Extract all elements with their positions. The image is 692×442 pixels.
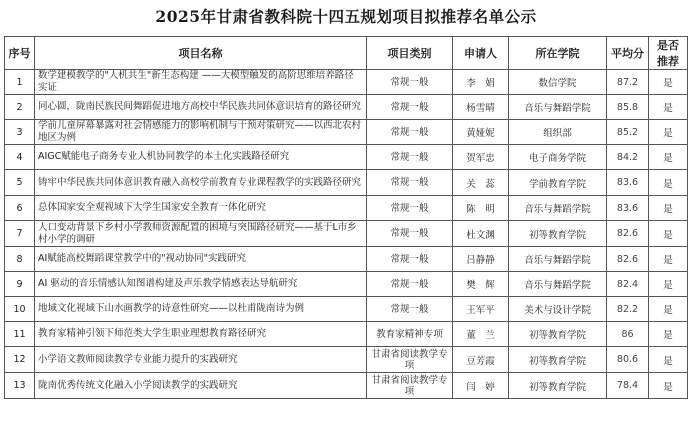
cell-college: 音乐与舞蹈学院 <box>509 272 607 297</box>
cell-college: 美术与设计学院 <box>509 297 607 322</box>
cell-project: AI 驱动的音乐情感认知图谱构建及声乐教学情感表达导航研究 <box>35 272 367 297</box>
cell-index: 4 <box>5 145 35 170</box>
cell-project: 人口变动背景下乡村小学教师资源配置的困境与突围路径研究——基于L市乡村小学的调研 <box>35 221 367 247</box>
cell-college: 初等教育学院 <box>509 373 607 399</box>
cell-college: 初等教育学院 <box>509 347 607 373</box>
cell-applicant: 贺军忠 <box>453 145 509 170</box>
cell-index: 2 <box>5 95 35 120</box>
cell-recommend: 是 <box>649 347 688 373</box>
document-title: 2025年甘肃省教科院十四五规划项目拟推荐名单公示 <box>155 7 537 26</box>
cell-recommend: 是 <box>649 247 688 272</box>
cell-college: 初等教育学院 <box>509 221 607 247</box>
table-row <box>5 247 688 272</box>
table-row <box>5 145 688 170</box>
cell-index: 6 <box>5 196 35 221</box>
cell-index: 13 <box>5 373 35 399</box>
table-row <box>5 221 688 247</box>
table-row <box>5 170 688 196</box>
cell-index: 10 <box>5 297 35 322</box>
cell-project: 教育家精神引领下师范类大学生职业理想教育路径研究 <box>35 322 367 347</box>
cell-score: 83.6 <box>607 196 649 221</box>
cell-type: 常规一般 <box>367 95 453 120</box>
cell-type: 常规一般 <box>367 247 453 272</box>
cell-project: 地域文化视域下山水画教学的诗意性研究——以杜甫陇南诗为例 <box>35 297 367 322</box>
cell-project: 陇南优秀传统文化融入小学阅读教学的实践研究 <box>35 373 367 399</box>
cell-score: 87.2 <box>607 70 649 95</box>
cell-college: 音乐与舞蹈学院 <box>509 247 607 272</box>
cell-score: 82.4 <box>607 272 649 297</box>
cell-applicant: 王军平 <box>453 297 509 322</box>
header-index: 序号 <box>5 37 35 70</box>
table-row <box>5 196 688 221</box>
cell-type: 常规一般 <box>367 196 453 221</box>
table-row <box>5 373 688 399</box>
table-row <box>5 272 688 297</box>
header-applicant: 申请人 <box>453 37 509 70</box>
cell-type: 常规一般 <box>367 272 453 297</box>
cell-score: 80.6 <box>607 347 649 373</box>
recommendation-table <box>4 36 688 399</box>
cell-applicant: 董 兰 <box>453 322 509 347</box>
cell-index: 11 <box>5 322 35 347</box>
cell-type: 常规一般 <box>367 120 453 145</box>
cell-type: 常规一般 <box>367 297 453 322</box>
cell-recommend: 是 <box>649 170 688 196</box>
cell-type: 常规一般 <box>367 170 453 196</box>
cell-project: 总体国家安全观视域下大学生国家安全教育一体化研究 <box>35 196 367 221</box>
table-row <box>5 322 688 347</box>
cell-index: 12 <box>5 347 35 373</box>
cell-applicant: 樊 辉 <box>453 272 509 297</box>
cell-college: 初等教育学院 <box>509 322 607 347</box>
cell-college: 学前教育学院 <box>509 170 607 196</box>
cell-applicant: 吕静静 <box>453 247 509 272</box>
cell-recommend: 是 <box>649 95 688 120</box>
cell-score: 82.2 <box>607 297 649 322</box>
table-header-row <box>5 37 688 70</box>
table-row <box>5 95 688 120</box>
cell-recommend: 是 <box>649 272 688 297</box>
cell-recommend: 是 <box>649 322 688 347</box>
header-college: 所在学院 <box>509 37 607 70</box>
cell-project: 小学语文教师阅读教学专业能力提升的实践研究 <box>35 347 367 373</box>
cell-applicant: 关 蕊 <box>453 170 509 196</box>
cell-college: 音乐与舞蹈学院 <box>509 196 607 221</box>
cell-recommend: 是 <box>649 145 688 170</box>
cell-index: 1 <box>5 70 35 95</box>
cell-index: 5 <box>5 170 35 196</box>
table-row <box>5 347 688 373</box>
header-score: 平均分 <box>607 37 649 70</box>
cell-project: 数学建模教学的"人机共生"新生态构建 ——大模型触发的高阶思维培养路径实证 <box>35 70 367 95</box>
header-type: 项目类别 <box>367 37 453 70</box>
table-row <box>5 297 688 322</box>
cell-applicant: 杜文渊 <box>453 221 509 247</box>
cell-score: 82.6 <box>607 247 649 272</box>
cell-college: 组织部 <box>509 120 607 145</box>
cell-recommend: 是 <box>649 221 688 247</box>
cell-project: 铸牢中华民族共同体意识教育融入高校学前教育专业课程教学的实践路径研究 <box>35 170 367 196</box>
cell-index: 7 <box>5 221 35 247</box>
cell-recommend: 是 <box>649 70 688 95</box>
cell-recommend: 是 <box>649 373 688 399</box>
cell-score: 78.4 <box>607 373 649 399</box>
cell-college: 数信学院 <box>509 70 607 95</box>
header-project: 项目名称 <box>35 37 367 70</box>
cell-type: 常规一般 <box>367 145 453 170</box>
cell-college: 电子商务学院 <box>509 145 607 170</box>
cell-project: AIGC赋能电子商务专业人机协同教学的本土化实践路径研究 <box>35 145 367 170</box>
cell-applicant: 陈 明 <box>453 196 509 221</box>
cell-type: 甘肃省阅读教学专项 <box>367 347 453 373</box>
cell-score: 83.6 <box>607 170 649 196</box>
cell-college: 音乐与舞蹈学院 <box>509 95 607 120</box>
cell-project: 同心圆，陇南民族民间舞蹈促进地方高校中华民族共同体意识培育的路径研究 <box>35 95 367 120</box>
cell-recommend: 是 <box>649 297 688 322</box>
cell-score: 85.8 <box>607 95 649 120</box>
cell-type: 常规一般 <box>367 70 453 95</box>
cell-applicant: 李 娟 <box>453 70 509 95</box>
cell-applicant: 闫 婷 <box>453 373 509 399</box>
cell-applicant: 黄娅妮 <box>453 120 509 145</box>
cell-recommend: 是 <box>649 196 688 221</box>
cell-project: AI赋能高校舞蹈课堂教学中的"视动协同"实践研究 <box>35 247 367 272</box>
cell-project: 学前儿童屏幕暴露对社会情感能力的影响机制与干预对策研究——以西北农村地区为例 <box>35 120 367 145</box>
cell-applicant: 豆芳霞 <box>453 347 509 373</box>
cell-index: 8 <box>5 247 35 272</box>
cell-applicant: 杨雪晴 <box>453 95 509 120</box>
table-row <box>5 120 688 145</box>
cell-score: 85.2 <box>607 120 649 145</box>
cell-index: 3 <box>5 120 35 145</box>
table-row <box>5 70 688 95</box>
cell-recommend: 是 <box>649 120 688 145</box>
cell-type: 甘肃省阅读教学专项 <box>367 373 453 399</box>
header-recommend: 是否推荐 <box>649 37 688 70</box>
cell-index: 9 <box>5 272 35 297</box>
cell-score: 84.2 <box>607 145 649 170</box>
cell-score: 86 <box>607 322 649 347</box>
cell-score: 82.6 <box>607 221 649 247</box>
cell-type: 常规一般 <box>367 221 453 247</box>
cell-type: 教育家精神专项 <box>367 322 453 347</box>
